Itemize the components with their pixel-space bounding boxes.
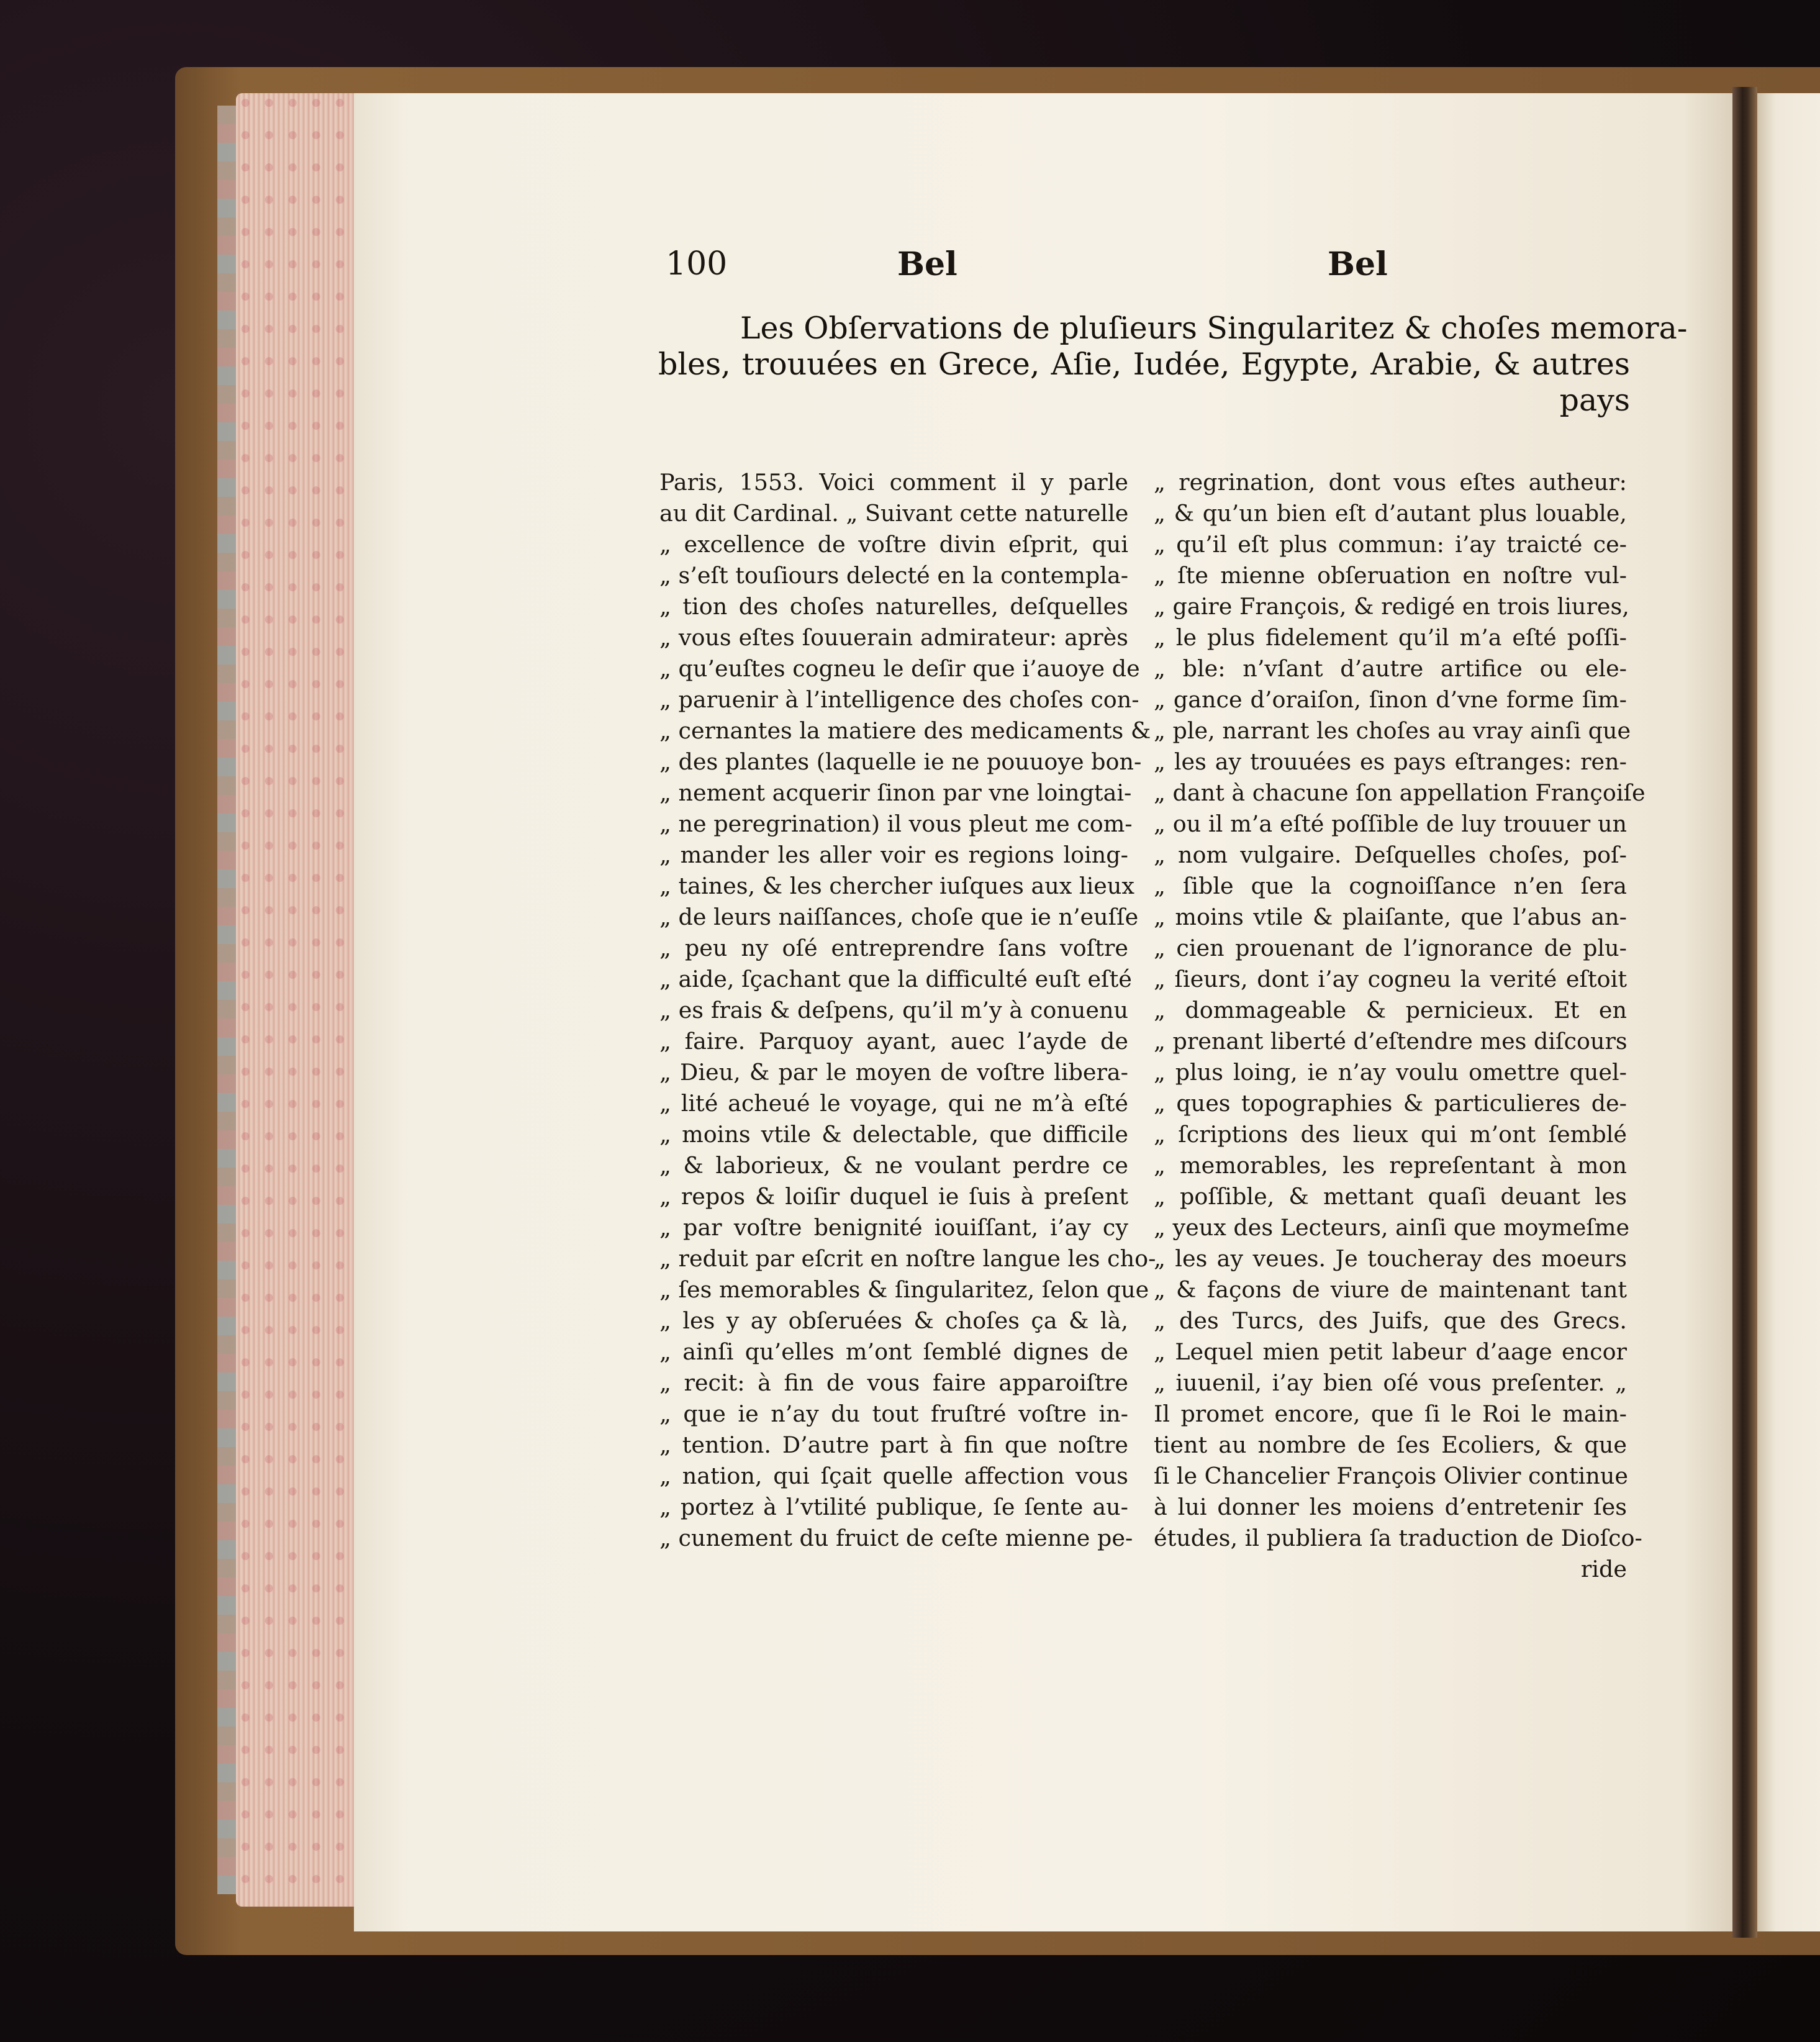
text-line: „ aide, ſçachant que la difficulté euſt eſté — [659, 966, 1132, 992]
text-line: au dit Cardinal. „ Suivant cette naturelle — [659, 500, 1129, 527]
text-line: „ nation, qui ſçait quelle affection vous — [659, 1463, 1128, 1489]
text-line: „ qu’il eſt plus commun: i’ay traicté ce- — [1154, 531, 1627, 558]
text-line: „ ſible que la cognoiſſance n’en ſera — [1154, 873, 1627, 899]
running-head-left: Bel — [897, 245, 958, 283]
text-line: „ moins vtile & plaiſante, que l’abus an- — [1154, 904, 1627, 930]
text-line: „ gance d’oraiſon, ſinon d’vne forme ſim- — [1154, 686, 1627, 713]
right-text-column — [1154, 467, 1646, 1585]
text-line: „ nom vulgaire. Deſquelles choſes, poſ- — [1154, 842, 1627, 868]
facing-page-edge — [1757, 93, 1820, 1931]
text-line: „ recit: à fin de vous faire apparoiſtre — [659, 1369, 1128, 1396]
text-line: „ cunement du fruict de ceſte mienne pe- — [659, 1525, 1133, 1551]
left-text-column — [659, 467, 1156, 1554]
text-line: „ ainſi qu’elles m’ont ſemblé dignes de — [659, 1338, 1128, 1365]
running-head-right: Bel — [1328, 245, 1388, 283]
text-line: „ moins vtile & delectable, que difficile — [659, 1121, 1128, 1148]
text-line: „ ſes memorables & ſingularitez, ſelon que — [659, 1276, 1149, 1303]
text-line: „ Lequel mien petit labeur d’aage encor — [1154, 1338, 1627, 1365]
text-line: „ nement acquerir ſinon par vne loingtai- — [659, 779, 1132, 806]
text-line: „ ſte mienne obſeruation en noſtre vul- — [1154, 562, 1627, 589]
text-line: „ tention. D’autre part à fin que noſtre — [659, 1432, 1128, 1458]
text-line: „ yeux des Lecteurs, ainſi que moymeſme — [1154, 1214, 1630, 1241]
text-line: „ faire. Parquoy ayant, auec l’ayde de — [659, 1028, 1128, 1055]
text-line: „ cernantes la matiere des medicaments & — [659, 717, 1151, 744]
text-line: „ prenant liberté d’eſtendre mes diſcours — [1154, 1028, 1628, 1055]
text-line: „ que ie n’ay du tout fruſtré voſtre in- — [659, 1400, 1128, 1427]
text-line: „ le plus fidelement qu’il m’a eſté poſſi- — [1154, 624, 1627, 651]
text-line: „ ple, narrant les choſes au vray ainſi que — [1154, 717, 1631, 744]
text-line: Paris, 1553. Voici comment il y parle — [659, 469, 1128, 496]
text-line: „ memorables, les repreſentant à mon — [1154, 1152, 1627, 1179]
text-line: „ cien prouenant de l’ignorance de plu- — [1154, 935, 1627, 961]
text-line: études, il publiera ſa traduction de Dioſco- — [1154, 1525, 1642, 1551]
text-line: „ vous eſtes ſouuerain admirateur: après — [659, 624, 1128, 651]
entry-title — [658, 311, 1688, 419]
title-line: pays — [1559, 383, 1630, 418]
text-line: „ ques topographies & particulieres de- — [1154, 1090, 1627, 1117]
text-line: „ ſcriptions des lieux qui m’ont ſemblé — [1154, 1121, 1627, 1148]
text-line: „ de leurs naiſſances, choſe que ie n’euſſe — [659, 904, 1139, 930]
title-line: bles, trouuées en Grece, Aſie, Iudée, Egypte, Arabie, & autres — [658, 347, 1630, 382]
text-line: „ mander les aller voir es regions loing- — [659, 842, 1128, 868]
text-line: „ dant à chacune ſon appellation Françoiſe — [1154, 779, 1646, 806]
text-line: „ & façons de viure de maintenant tant — [1154, 1276, 1627, 1303]
book-gutter — [1732, 87, 1757, 1938]
text-line: „ tion des choſes naturelles, deſquelles — [659, 593, 1128, 620]
text-line: „ reduit par eſcrit en noſtre langue les cho- — [659, 1245, 1156, 1272]
text-line: „ les ay trouuées es pays eſtranges: ren- — [1154, 748, 1627, 775]
text-line: „ iuuenil, i’ay bien oſé vous preſenter. „ — [1154, 1369, 1627, 1396]
text-line: „ par voſtre benignité iouiſſant, i’ay cy — [659, 1214, 1128, 1241]
text-line: „ plus loing, ie n’ay voulu omettre quel- — [1154, 1059, 1627, 1086]
text-line: ſi le Chancelier François Olivier continue — [1154, 1463, 1628, 1489]
page-stack-red-edge — [236, 93, 360, 1907]
text-line: „ les y ay obſeruées & choſes ça & là, — [659, 1307, 1128, 1334]
title-line: Les Obſervations de pluſieurs Singularitez & choſes memora- — [740, 311, 1688, 346]
page-number: 100 — [666, 245, 728, 283]
text-line: „ taines, & les chercher iuſques aux lieux — [659, 873, 1134, 899]
text-line: „ excellence de voſtre divin eſprit, qui — [659, 531, 1128, 558]
text-line: „ ſieurs, dont i’ay cogneu la verité eſtoit — [1154, 966, 1627, 992]
text-line: „ s’eſt touſiours delecté en la contempla- — [659, 562, 1129, 589]
text-line: „ ble: n’vſant d’autre artifice ou ele- — [1154, 655, 1627, 682]
text-line: „ des Turcs, des Juifs, que des Grecs. — [1154, 1307, 1627, 1334]
text-line: „ Dieu, & par le moyen de voſtre libera- — [659, 1059, 1128, 1086]
text-line: „ qu’euſtes cogneu le deſir que i’auoye de — [659, 655, 1140, 682]
text-line: à lui donner les moiens d’entretenir ſes — [1154, 1494, 1627, 1520]
text-line: „ poſſible, & mettant quaſi deuant les — [1154, 1183, 1627, 1210]
text-line: „ les ay veues. Je toucheray des moeurs — [1154, 1245, 1627, 1272]
text-line: „ repos & loiſir duquel ie ſuis à preſent — [659, 1183, 1128, 1210]
text-line: „ dommageable & pernicieux. Et en — [1154, 997, 1627, 1023]
text-line: „ ne peregrination) il vous pleut me com- — [659, 810, 1133, 837]
text-line: tient au nombre de ſes Ecoliers, & que — [1154, 1432, 1627, 1458]
text-line: „ regrination, dont vous eſtes autheur: — [1154, 469, 1627, 496]
text-line: Il promet encore, que ſi le Roi le main- — [1154, 1400, 1627, 1427]
text-line: „ paruenir à l’intelligence des choſes con- — [659, 686, 1139, 713]
text-line: „ & laborieux, & ne voulant perdre ce — [659, 1152, 1128, 1179]
text-line: „ ou il m’a eſté poſſible de luy trouuer un — [1154, 810, 1627, 837]
text-line: ride — [1580, 1556, 1627, 1582]
text-line: „ lité acheué le voyage, qui ne m’à eſté — [659, 1090, 1128, 1117]
text-line: „ des plantes (laquelle ie ne pouuoye bon- — [659, 748, 1142, 775]
text-line: „ peu ny oſé entreprendre ſans voſtre — [659, 935, 1128, 961]
text-line: „ & qu’un bien eſt d’autant plus louable, — [1154, 500, 1627, 527]
text-line: „ gaire François, & redigé en trois liures, — [1154, 593, 1629, 620]
text-line: „ es frais & deſpens, qu’il m’y à conuenu — [659, 997, 1128, 1023]
text-line: „ portez à l’vtilité publique, ſe ſente au- — [659, 1494, 1128, 1520]
